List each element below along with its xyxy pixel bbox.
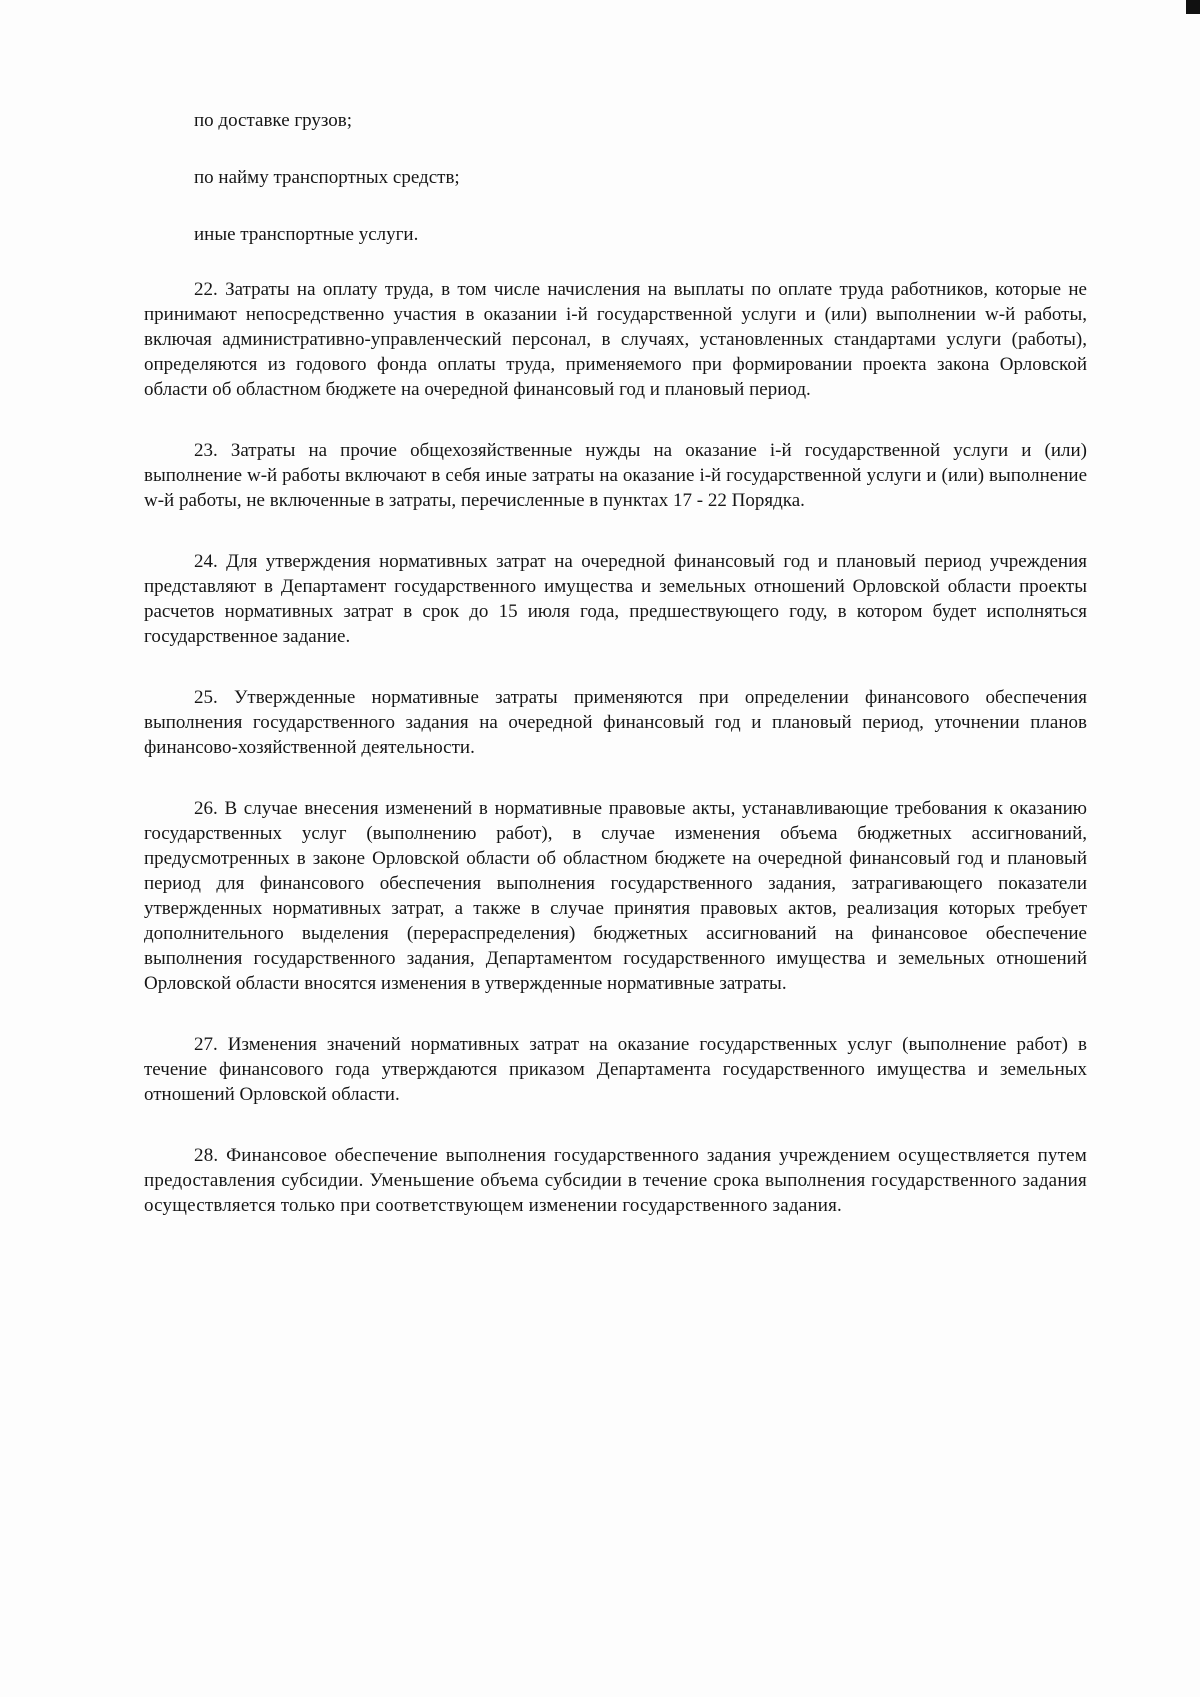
paragraph-25: 25. Утвержденные нормативные затраты применяются при определении финансового обеспечения выполнения государственного задания на очередной финансовый год и плановый период, уточнении планов финансово-хозяйственной деятельности. [144, 687, 1087, 758]
paragraph-27: 27. Изменения значений нормативных затрат на оказание государственных услуг (выполнение работ) в течение финансового года утверждаются приказом Департамента государственного имущества и земельных отношений Орловской области. [144, 1034, 1087, 1105]
paragraph-28: 28. Финансовое обеспечение выполнения государственного задания учреждением осуществляется путем предоставления субсидии. Уменьшение объема субсидии в течение срока выполнения государственного задания осуществляется только при соответствующем изменении государственного задания. [144, 1145, 1087, 1216]
paragraph-22: 22. Затраты на оплату труда, в том числе начисления на выплаты по оплате труда работников, которые не принимают непосредственно участия в оказании i-й государственной услуги и (или) выполнении w-й работы, включая административно-управленческий персонал, в случаях, установленных стандартами услуги (работы), определяются из годового фонда оплаты труда, применяемого при формировании проекта закона Орловской области об областном бюджете на очередной финансовый год и плановый период. [144, 279, 1087, 400]
list-item-cargo-delivery: по доставке грузов; [194, 110, 353, 131]
document-body [144, 108, 1087, 1254]
list-item-vehicle-hire: по найму транспортных средств; [194, 167, 460, 188]
paragraph-26: 26. В случае внесения изменений в нормативные правовые акты, устанавливающие требования к оказанию государственных услуг (выполнению работ), в случае изменения объема бюджетных ассигнований, предусмотренных в законе Орловской области об областном бюджете на очередной финансовый год и плановый период для финансового обеспечения выполнения государственного задания, затрагивающего показатели утвержденных нормативных затрат, а также в случае принятия правовых актов, реализация которых требует дополнительного выделения (перераспределения) бюджетных ассигнований на финансовое обеспечение выполнения государственного задания, Департаментом государственного имущества и земельных отношений Орловской области вносятся изменения в утвержденные нормативные затраты. [144, 798, 1087, 994]
list-item-other-transport: иные транспортные услуги. [194, 224, 419, 245]
paragraph-23: 23. Затраты на прочие общехозяйственные нужды на оказание i-й государственной услуги и (или) выполнение w-й работы включают в себя иные затраты на оказание i-й государственной услуги и (или) выполнение w-й работы, не включенные в затраты, перечисленные в пунктах 17 - 22 Порядка. [144, 440, 1087, 511]
scan-corner-mark [1186, 0, 1200, 14]
paragraph-24: 24. Для утверждения нормативных затрат на очередной финансовый год и плановый период учреждения представляют в Департамент государственного имущества и земельных отношений Орловской области проекты расчетов нормативных затрат в срок до 15 июля года, предшествующего году, в котором будет исполняться государственное задание. [144, 551, 1087, 647]
